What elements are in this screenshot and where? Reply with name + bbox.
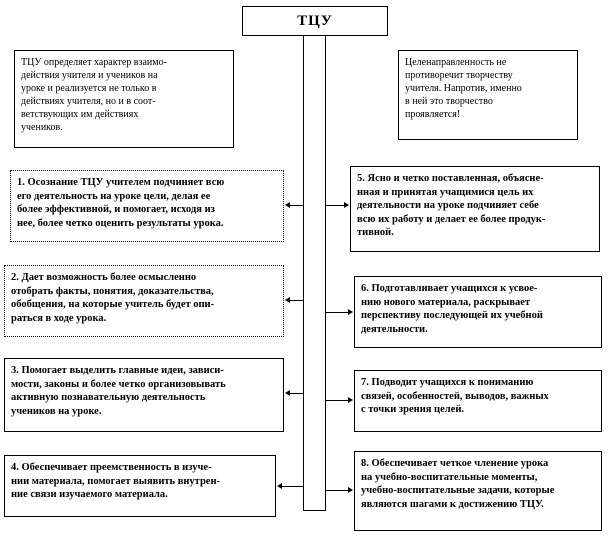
top-right-note (398, 50, 578, 140)
right-item-5-text: 5. Ясно и четко поставленная, объясне- нная и принятая учащимися цель их деятельности на уроке подчиняет себе всю их работу и делает ее более продук- тивной. (357, 173, 546, 238)
left-item-1-text: 1. Осознание ТЦУ учителем подчиняет всю его деятельность на уроке цели, делая ее более эффективной, и помогает, исходя из нее, более четко оценить результаты урока. (17, 177, 225, 229)
arrow-right-icon (344, 202, 349, 208)
connector-right-6 (326, 312, 348, 313)
top-right-note-text: Целенаправленность не противоречит творчеству учителя. Напротив, именно в ней это творчество проявляется! (405, 57, 522, 120)
right-item-7 (354, 370, 602, 432)
left-item-3-text: 3. Помогает выделить главные идеи, зависи- мости, законы и более четко организовывать активную познавательную деятельность учеников на уроке. (11, 365, 226, 417)
right-item-8-text: 8. Обеспечивает четкое членение урока на учебно-воспитательные моменты, учебно-воспитательные задачи, которые являются шагами к достижению ТЦУ. (361, 458, 555, 510)
arrow-left-icon (277, 483, 282, 489)
title-box (242, 6, 388, 36)
right-item-8 (354, 451, 602, 531)
connector-right-5 (326, 205, 344, 206)
central-stem (303, 34, 326, 511)
title-text: ТЦУ (297, 12, 333, 29)
arrow-right-icon (348, 309, 353, 315)
connector-left-2 (290, 300, 303, 301)
left-item-1 (10, 170, 284, 242)
arrow-left-icon (285, 297, 290, 303)
top-left-note-text: ТЦУ определяет характер взаимо- действия учителя и учеников на уроке и реализуется не только в действиях учителя, но и в соот- ветствующих им действиях учеников. (21, 57, 167, 133)
arrow-right-icon (348, 397, 353, 403)
connector-left-3 (290, 393, 303, 394)
left-item-2 (4, 265, 284, 337)
arrow-left-icon (285, 390, 290, 396)
connector-right-8 (326, 490, 348, 491)
connector-right-7 (326, 400, 348, 401)
left-item-4-text: 4. Обеспечивает преемственность в изуче- нии материала, помогает выявить внутрен- ние связи изучаемого материала. (11, 462, 221, 500)
right-item-6 (354, 276, 602, 348)
right-item-7-text: 7. Подводит учащихся к пониманию связей, особенностей, выводов, важных с точки зрения целей. (361, 377, 549, 415)
left-item-4 (4, 455, 276, 517)
left-item-2-text: 2. Дает возможность более осмысленно отобрать факты, понятия, доказательства, обобщения, на которые учитель будет опи- раться в ходе урока. (11, 272, 215, 324)
arrow-left-icon (285, 202, 290, 208)
top-left-note (14, 50, 234, 148)
arrow-right-icon (348, 487, 353, 493)
right-item-5 (350, 166, 600, 252)
connector-left-1 (290, 205, 303, 206)
left-item-3 (4, 358, 284, 432)
right-item-6-text: 6. Подготавливает учащихся к усвое- нию нового материала, раскрывает перспективу последующей их учебной деятельности. (361, 283, 543, 335)
connector-left-4 (282, 486, 303, 487)
